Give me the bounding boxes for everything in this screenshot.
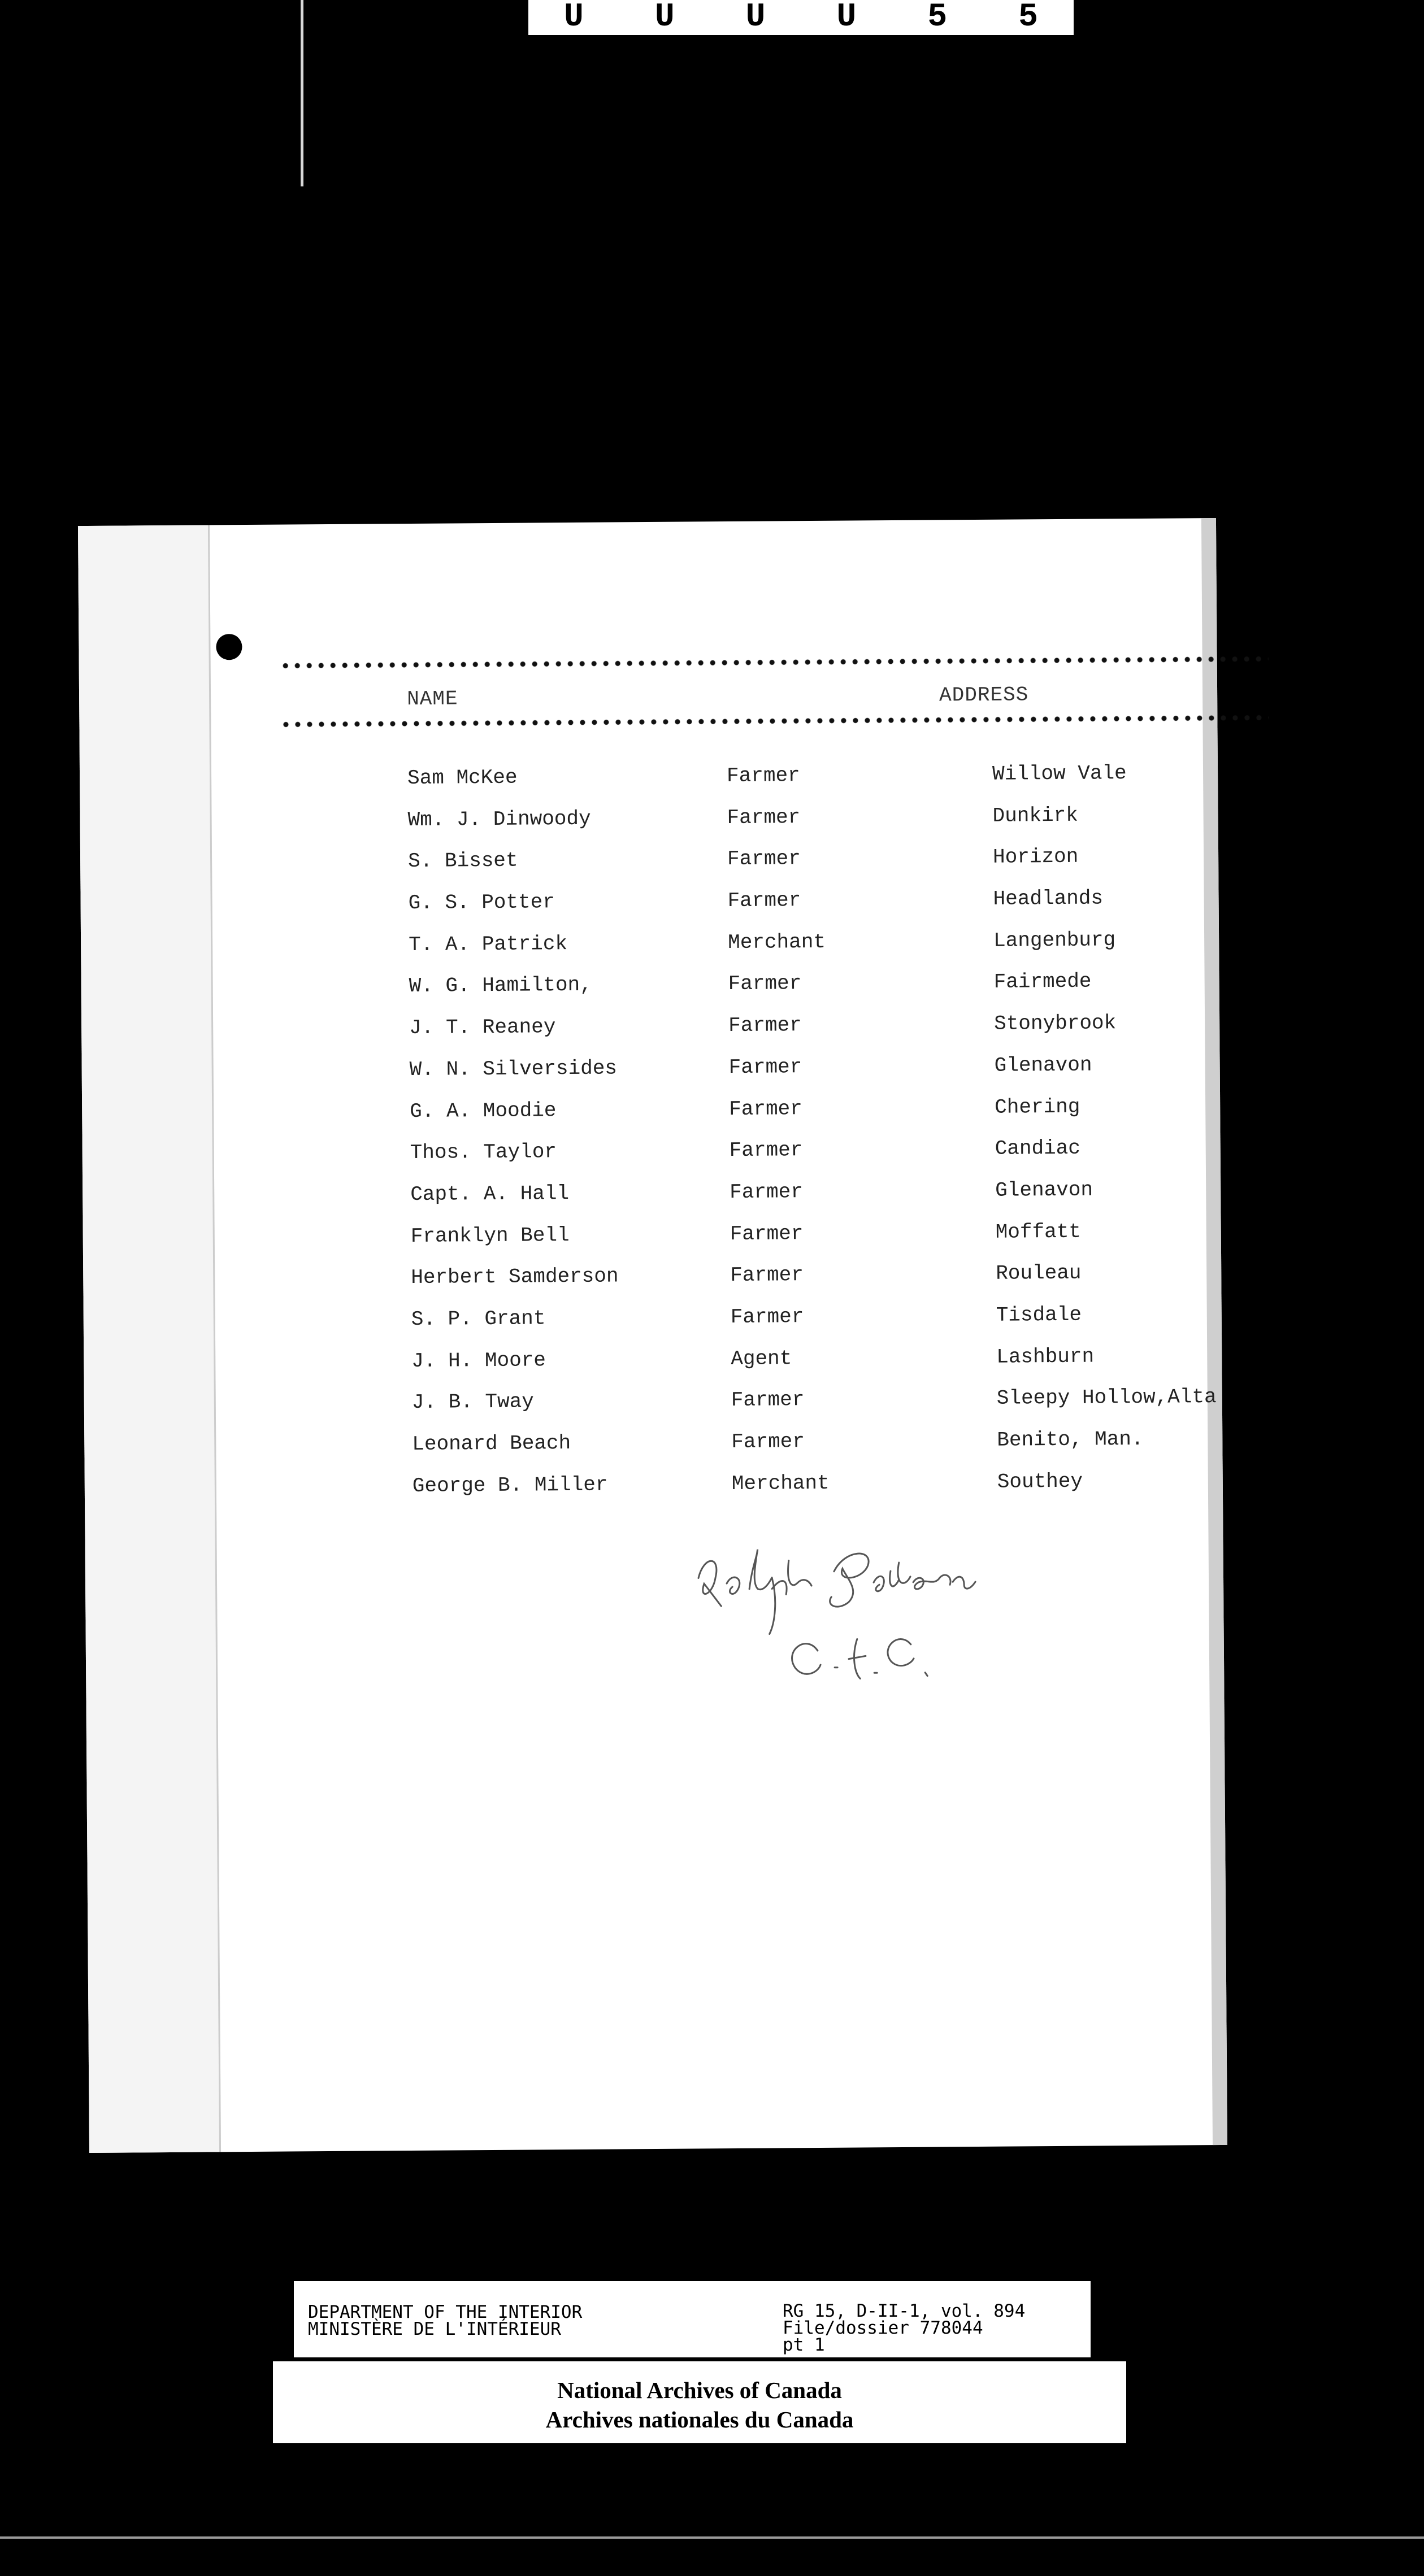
person-address: Southey xyxy=(997,1469,1083,1494)
person-occupation: Farmer xyxy=(727,805,801,829)
person-name: Capt. A. Hall xyxy=(410,1181,570,1206)
list-item xyxy=(410,1135,1218,1183)
person-occupation: Farmer xyxy=(729,1138,803,1163)
list-item xyxy=(407,803,1215,850)
list-item xyxy=(408,844,1216,891)
list-item xyxy=(409,886,1217,933)
document-page xyxy=(78,518,1227,2153)
person-name: J. B. Tway xyxy=(411,1390,535,1415)
person-name: S. P. Grant xyxy=(411,1307,546,1331)
person-name: Wm. J. Dinwoody xyxy=(407,807,591,832)
person-address: Headlands xyxy=(993,886,1104,911)
person-name: W. G. Hamilton, xyxy=(409,973,592,998)
person-occupation: Farmer xyxy=(730,1263,804,1287)
frame-glyph: U xyxy=(564,0,584,36)
list-item xyxy=(407,761,1215,808)
handwritten-signature xyxy=(687,1536,1027,1708)
person-address: Langenburg xyxy=(993,928,1116,952)
person-address: Glenavon xyxy=(994,1053,1092,1077)
person-occupation: Farmer xyxy=(728,972,802,996)
person-occupation: Merchant xyxy=(728,930,826,954)
department-name-fr: MINISTÈRE DE L'INTÉRIEUR xyxy=(308,2319,561,2339)
person-occupation: Merchant xyxy=(731,1471,830,1495)
department-name-en: DEPARTMENT OF THE INTERIOR xyxy=(308,2302,583,2322)
list-item xyxy=(409,1011,1217,1058)
person-address: Moffatt xyxy=(995,1220,1082,1244)
person-address: Tisdale xyxy=(996,1303,1082,1327)
person-occupation: Agent xyxy=(731,1346,792,1370)
list-item xyxy=(409,969,1217,1016)
department-names xyxy=(308,2304,582,2338)
person-name: G. S. Potter xyxy=(408,890,555,915)
list-item xyxy=(412,1427,1220,1474)
person-address: Chering xyxy=(995,1095,1080,1119)
person-occupation: Farmer xyxy=(730,1305,804,1329)
person-name: T. A. Patrick xyxy=(409,932,568,956)
frame-glyph: U xyxy=(654,0,675,36)
record-group-reference: RG 15, D-II-1, vol. 894 xyxy=(783,2301,1026,2321)
column-header-name: NAME xyxy=(406,687,458,711)
person-name: Herbert Samderson xyxy=(411,1264,619,1290)
list-item xyxy=(413,1469,1221,1516)
person-name: J. T. Reaney xyxy=(409,1015,556,1040)
frame-number-strip xyxy=(528,0,1074,35)
film-edge-line xyxy=(301,0,303,186)
person-name: Sam McKee xyxy=(407,765,518,790)
person-address: Benito, Man. xyxy=(997,1427,1144,1452)
frame-glyph: U xyxy=(836,0,857,36)
person-address: Horizon xyxy=(992,845,1079,869)
person-address: Stonybrook xyxy=(994,1011,1117,1035)
dotted-rule-top xyxy=(280,655,1269,669)
archives-name-en: National Archives of Canada xyxy=(557,2377,842,2403)
person-occupation: Farmer xyxy=(730,1180,803,1204)
person-name: Franklyn Bell xyxy=(410,1223,570,1248)
archives-name-fr: Archives nationales du Canada xyxy=(545,2407,854,2433)
frame-glyph: 5 xyxy=(1018,0,1038,36)
person-name: Thos. Taylor xyxy=(410,1140,557,1165)
person-name: Leonard Beach xyxy=(412,1431,571,1456)
file-part-number: pt 1 xyxy=(783,2335,825,2355)
person-name: W. N. Silversides xyxy=(409,1056,618,1081)
list-item xyxy=(410,1052,1218,1100)
person-name: J. H. Moore xyxy=(411,1348,546,1373)
person-name: S. Bisset xyxy=(407,849,518,873)
dotted-rule-bottom xyxy=(280,714,1269,728)
person-occupation: Farmer xyxy=(731,1388,805,1412)
list-item xyxy=(411,1344,1219,1391)
frame-glyph: U xyxy=(745,0,766,36)
person-occupation: Farmer xyxy=(730,1221,804,1246)
name-list xyxy=(407,761,1221,1516)
person-occupation: Farmer xyxy=(731,1430,805,1454)
person-occupation: Farmer xyxy=(728,1055,802,1079)
punch-hole xyxy=(216,634,242,660)
frame-glyph: 5 xyxy=(927,0,948,36)
list-item xyxy=(409,928,1217,975)
page-left-margin xyxy=(78,525,221,2153)
list-item xyxy=(410,1094,1218,1142)
person-occupation: Farmer xyxy=(726,764,800,788)
file-reference xyxy=(783,2303,1025,2353)
film-bottom-line xyxy=(0,2536,1424,2539)
person-address: Dunkirk xyxy=(992,803,1078,828)
person-address: Sleepy Hollow,Alta xyxy=(996,1385,1217,1411)
person-address: Fairmede xyxy=(993,970,1092,994)
department-label-card xyxy=(294,2281,1091,2357)
person-name: George B. Miller xyxy=(412,1473,608,1498)
person-occupation: Farmer xyxy=(728,1013,802,1038)
person-address: Lashburn xyxy=(996,1344,1095,1369)
file-dossier-number: File/dossier 778044 xyxy=(783,2318,983,2338)
person-occupation: Farmer xyxy=(727,847,801,871)
archives-names xyxy=(273,2375,1126,2434)
column-header-address: ADDRESS xyxy=(939,683,1029,707)
person-address: Rouleau xyxy=(996,1261,1082,1286)
person-address: Glenavon xyxy=(995,1178,1093,1202)
person-occupation: Farmer xyxy=(729,1096,802,1121)
list-item xyxy=(411,1219,1219,1267)
person-name: G. A. Moodie xyxy=(410,1098,557,1123)
archives-label-card xyxy=(273,2361,1126,2443)
list-item xyxy=(410,1177,1218,1225)
list-item xyxy=(411,1260,1219,1308)
list-item xyxy=(412,1385,1220,1433)
list-item xyxy=(411,1302,1219,1350)
person-occupation: Farmer xyxy=(727,889,801,913)
person-address: Candiac xyxy=(995,1136,1081,1160)
person-address: Willow Vale xyxy=(992,762,1127,786)
